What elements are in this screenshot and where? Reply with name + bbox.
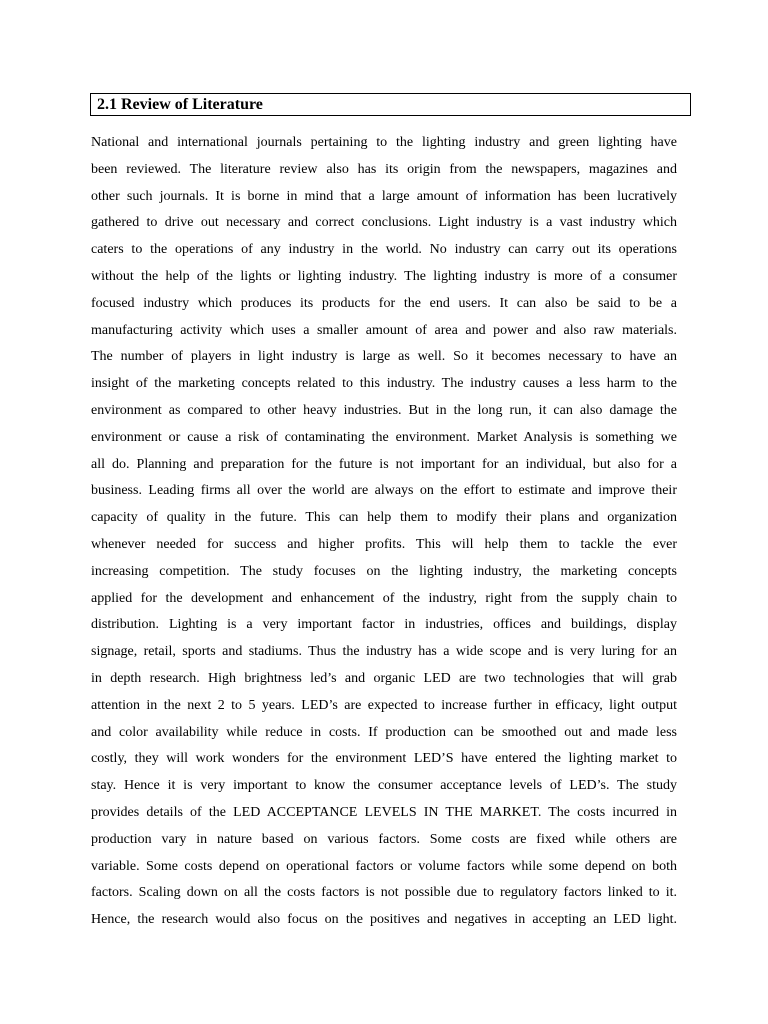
paragraph-line: production vary in nature based on various factors. Some costs are fixed while others are	[91, 831, 677, 847]
paragraph-line: capacity of quality in the future. This can help them to modify their plans and organization	[91, 510, 677, 526]
paragraph-line: provides details of the LED ACCEPTANCE LEVELS IN THE MARKET. The costs incurred in	[91, 804, 677, 820]
paragraph-line: been reviewed. The literature review also has its origin from the newspapers, magazines and	[91, 161, 677, 177]
paragraph-line: insight of the marketing concepts related to this industry. The industry causes a less harm to the	[91, 376, 677, 392]
paragraph-line: all do. Planning and preparation for the future is not important for an individual, but also for a	[91, 456, 677, 472]
paragraph-line: without the help of the lights or lighting industry. The lighting industry is more of a consumer	[91, 268, 677, 284]
section-heading-box	[90, 93, 691, 116]
paragraph-line: focused industry which produces its products for the end users. It can also be said to be a	[91, 295, 677, 311]
paragraph-line: National and international journals pertaining to the lighting industry and green lighting have	[91, 135, 677, 150]
paragraph-line: stay. Hence it is very important to know the consumer acceptance levels of LED’s. The study	[91, 778, 677, 794]
paragraph-line: Hence, the research would also focus on the positives and negatives in accepting an LED light.	[91, 912, 677, 928]
literature-review-paragraph	[91, 130, 677, 934]
paragraph-line: whenever needed for success and higher profits. This will help them to tackle the ever	[91, 536, 677, 552]
paragraph-line: environment as compared to other heavy industries. But in the long run, it can also damage the	[91, 402, 677, 418]
paragraph-line: caters to the operations of any industry in the world. No industry can carry out its operations	[91, 242, 677, 258]
paragraph-line: variable. Some costs depend on operational factors or volume factors while some depend on both	[91, 858, 677, 874]
paragraph-line: costly, they will work wonders for the environment LED’S have entered the lighting market to	[91, 751, 677, 767]
paragraph-line: attention in the next 2 to 5 years. LED’s are expected to increase further in efficacy, light output	[91, 697, 677, 713]
paragraph-line: and color availability while reduce in costs. If production can be smoothed out and made less	[91, 724, 677, 740]
paragraph-line: in depth research. High brightness led’s and organic LED are two technologies that will grab	[91, 670, 677, 686]
section-heading: 2.1 Review of Literature	[97, 96, 263, 113]
paragraph-line: applied for the development and enhancement of the industry, right from the supply chain to	[91, 590, 677, 606]
paragraph-line: business. Leading firms all over the world are always on the effort to estimate and improve their	[91, 483, 677, 499]
paragraph-line: The number of players in light industry is large as well. So it becomes necessary to have an	[91, 349, 677, 365]
paragraph-line: manufacturing activity which uses a smaller amount of area and power and also raw materials.	[91, 322, 677, 338]
paragraph-line: signage, retail, sports and stadiums. Thus the industry has a wide scope and is very luring for an	[91, 644, 677, 660]
paragraph-line: gathered to drive out necessary and correct conclusions. Light industry is a vast industry which	[91, 215, 677, 231]
paragraph-line: distribution. Lighting is a very important factor in industries, offices and buildings, display	[91, 617, 677, 633]
paragraph-line: environment or cause a risk of contaminating the environment. Market Analysis is something we	[91, 429, 677, 445]
paragraph-line: factors. Scaling down on all the costs factors is not possible due to regulatory factors linked to it.	[91, 885, 677, 901]
paragraph-line: other such journals. It is borne in mind that a large amount of information has been lucratively	[91, 188, 677, 204]
paragraph-line: increasing competition. The study focuses on the lighting industry, the marketing concepts	[91, 563, 677, 579]
